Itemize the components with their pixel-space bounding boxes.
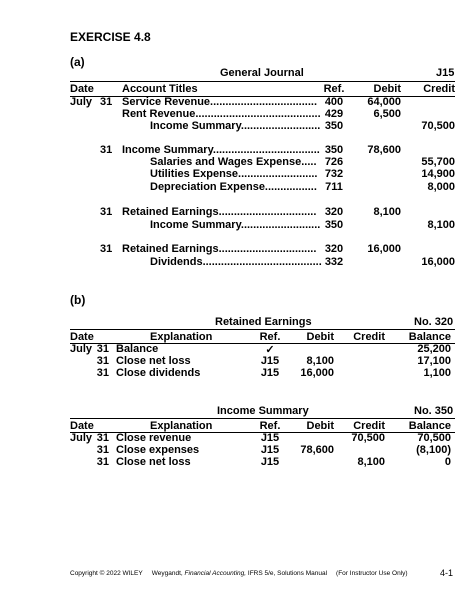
journal-row [0, 181, 474, 195]
journal-row-account: Service Revenue................................... [122, 96, 318, 108]
journal-row-day: 31 [100, 96, 113, 108]
ledger-header-date: Date [70, 420, 94, 432]
ledger-row-day: 31 [96, 367, 109, 379]
ledger-row-ref: J15 [260, 456, 280, 468]
ledger-row-ref: ✓ [265, 344, 275, 356]
journal-row-account: Utilities Expense.......................... [150, 168, 318, 180]
ledger-header-debit: Debit [306, 331, 334, 343]
journal-row-ref: 320 [324, 206, 344, 218]
journal-row [0, 256, 474, 270]
ledger-row-balance: 0 [444, 456, 451, 468]
ledger-title-rule [70, 329, 455, 330]
ledger-row-day: 31 [96, 456, 109, 468]
exercise-title: EXERCISE 4.8 [70, 30, 151, 44]
ledger-row-month: July [70, 432, 93, 444]
ledger-header-debit: Debit [306, 420, 334, 432]
ledger-row-explanation: Close dividends [116, 367, 201, 379]
journal-row-debit: 16,000 [367, 243, 401, 255]
ledger-row-day: 31 [96, 343, 109, 355]
journal-row-ref: 429 [324, 108, 344, 120]
ledger-number: No. 350 [414, 405, 454, 417]
journal-row-ref: 332 [324, 256, 344, 268]
ledger-row-explanation: Close net loss [116, 456, 191, 468]
ledger-row-ref: J15 [260, 355, 280, 367]
ledger-row-ref: J15 [260, 432, 280, 444]
journal-row-day: 31 [100, 206, 113, 218]
journal-row-debit: 6,500 [373, 108, 401, 120]
ledger-row-month: July [70, 343, 93, 355]
journal-header-account: Account Titles [122, 83, 198, 95]
ledger-row [0, 456, 474, 470]
journal-row [0, 168, 474, 182]
ledger-row-ref: J15 [260, 367, 280, 379]
ledger-row-credit: 70,500 [351, 432, 385, 444]
journal-row-account: Depreciation Expense................. [150, 181, 317, 193]
journal-row-ref: 350 [324, 120, 344, 132]
journal-row-day: 31 [100, 144, 113, 156]
part-b-label: (b) [70, 293, 86, 307]
footer-author: Weygandt, [151, 570, 183, 577]
part-a-label: (a) [70, 55, 85, 69]
journal-row-ref: 350 [324, 144, 344, 156]
journal-row-account: Salaries and Wages Expense..... [150, 156, 317, 168]
journal-row [0, 120, 474, 134]
journal-row-credit: 8,100 [427, 219, 455, 231]
ledger-header-ref: Ref. [259, 331, 281, 343]
ledger-row-day: 31 [96, 432, 109, 444]
ledger-title-rule [70, 418, 455, 419]
journal-row-credit: 55,700 [421, 156, 455, 168]
journal-row-debit: 64,000 [367, 96, 401, 108]
journal-row [0, 243, 474, 257]
journal-row-ref: 732 [324, 168, 344, 180]
footer-page-number: 4-1 [440, 568, 454, 578]
journal-row-ref: 320 [324, 243, 344, 255]
ledger-header-explanation: Explanation [150, 420, 213, 432]
ledger-row-explanation: Close expenses [116, 444, 200, 456]
ledger-row-balance: 25,200 [417, 343, 451, 355]
ledger-row-explanation: Close revenue [116, 432, 192, 444]
journal-row-credit: 8,000 [427, 181, 455, 193]
footer-book: Financial Accounting, [184, 570, 247, 577]
journal-title: General Journal [220, 67, 304, 79]
ledger-row-credit: 8,100 [357, 456, 385, 468]
ledger-row-balance: 1,100 [423, 367, 451, 379]
journal-row-debit: 78,600 [367, 144, 401, 156]
journal-row-credit: 70,500 [421, 120, 455, 132]
ledger-row-explanation: Balance [116, 343, 159, 355]
journal-row-ref: 726 [324, 156, 344, 168]
ledger-row-explanation: Close net loss [116, 355, 191, 367]
journal-row [0, 219, 474, 233]
ledger-header-balance: Balance [408, 420, 451, 432]
journal-page-ref: J15 [436, 67, 455, 79]
journal-header-ref: Ref. [323, 83, 345, 95]
journal-row-account: Income Summary.......................... [150, 219, 321, 231]
journal-title-rule [70, 81, 455, 82]
ledger-title: Income Summary [217, 405, 309, 417]
footer-edition: IFRS 5/e, Solutions Manual [247, 570, 328, 577]
journal-row-account: Dividends....................................... [150, 256, 322, 268]
journal-row-credit: 16,000 [421, 256, 455, 268]
ledger-header-ref: Ref. [259, 420, 281, 432]
journal-row-day: 31 [100, 243, 113, 255]
ledger-row-balance: 17,100 [417, 355, 451, 367]
footer-note: (For Instructor Use Only) [336, 570, 408, 577]
ledger-row-debit: 16,000 [300, 367, 334, 379]
footer-copyright: Copyright © 2022 WILEY [70, 570, 143, 577]
journal-row-account: Income Summary................................... [122, 144, 320, 156]
ledger-row-day: 31 [96, 355, 109, 367]
footer [70, 570, 408, 577]
ledger-header-explanation: Explanation [150, 331, 213, 343]
journal-header-debit: Debit [373, 83, 401, 95]
ledger-row-day: 31 [96, 444, 109, 456]
ledger-header-credit: Credit [353, 420, 385, 432]
journal-header-date: Date [70, 83, 94, 95]
ledger-row-balance: 70,500 [417, 432, 451, 444]
journal-row-month: July [70, 96, 93, 108]
ledger-row-debit: 8,100 [306, 355, 334, 367]
journal-header-row [0, 83, 474, 97]
journal-row-ref: 350 [324, 219, 344, 231]
ledger-title: Retained Earnings [215, 316, 312, 328]
ledger-number: No. 320 [414, 316, 454, 328]
ledger-row-debit: 78,600 [300, 444, 334, 456]
journal-row-credit: 14,900 [421, 168, 455, 180]
journal-row-account: Rent Revenue......................................... [122, 108, 321, 120]
ledger-row [0, 367, 474, 381]
journal-row [0, 206, 474, 220]
journal-row-ref: 711 [325, 181, 343, 193]
ledger-header-date: Date [70, 331, 94, 343]
journal-row-account: Retained Earnings................................ [122, 206, 317, 218]
journal-header-credit: Credit [423, 83, 455, 95]
journal-row-debit: 8,100 [373, 206, 401, 218]
journal-row-ref: 400 [324, 96, 344, 108]
ledger-row-ref: J15 [260, 444, 280, 456]
ledger-row-balance: (8,100) [416, 444, 451, 456]
journal-row-account: Retained Earnings................................ [122, 243, 317, 255]
journal-row-account: Income Summary.......................... [150, 120, 321, 132]
ledger-header-credit: Credit [353, 331, 385, 343]
ledger-header-balance: Balance [408, 331, 451, 343]
